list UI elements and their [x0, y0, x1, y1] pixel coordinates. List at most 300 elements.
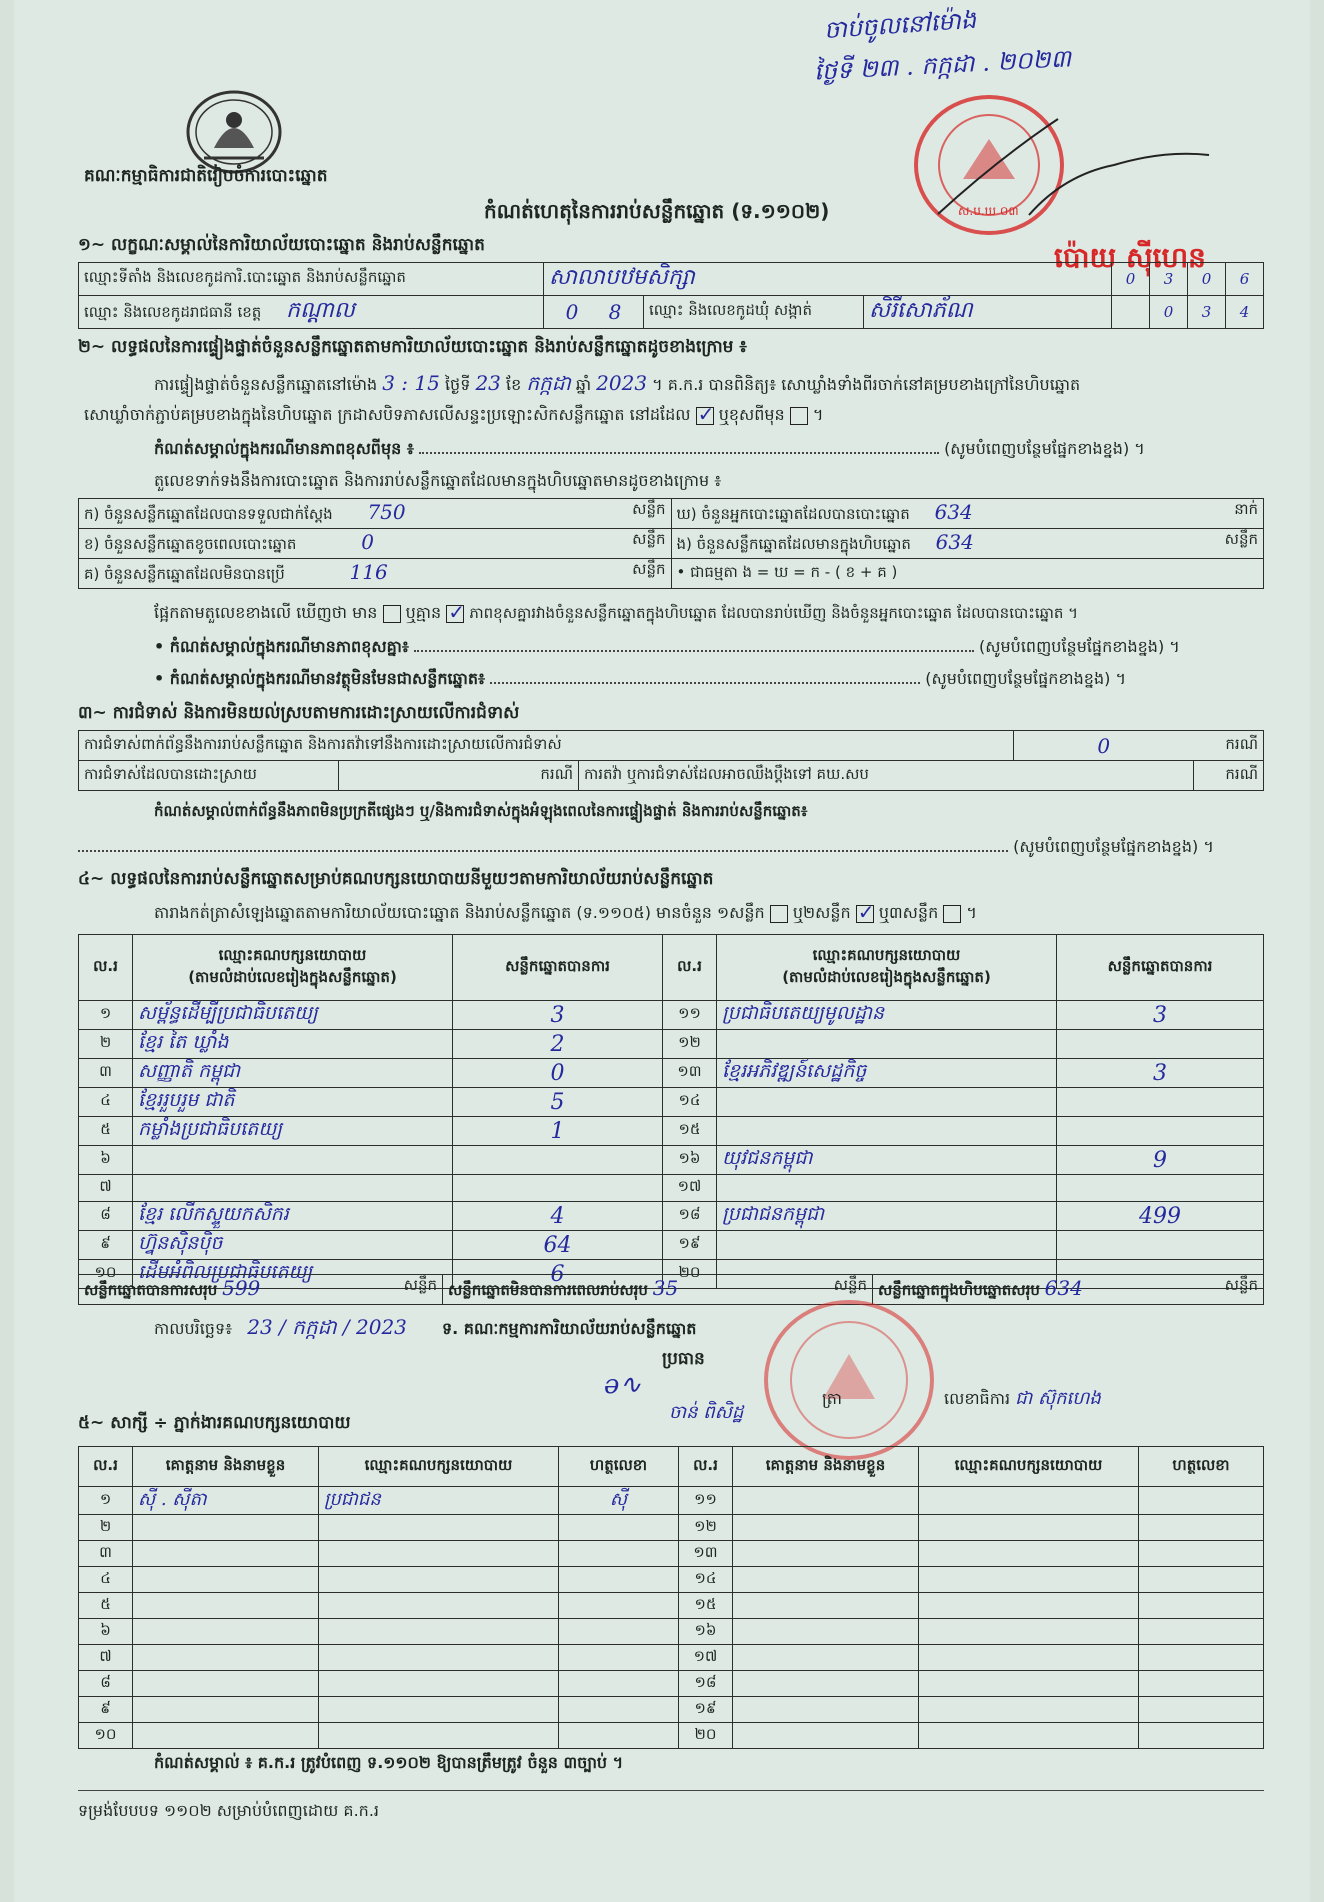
figures-table — [78, 498, 1264, 589]
party-name: ដើមអំពិលប្រជាធិបតេយ្យ — [133, 1260, 453, 1289]
row-number: ១១ — [663, 1001, 717, 1030]
col-no: ល.រ — [663, 935, 717, 1001]
emblem-icon — [184, 88, 284, 176]
verification-line — [154, 370, 1264, 400]
witness-party — [319, 1697, 559, 1723]
witness-name — [733, 1593, 919, 1619]
witness-party: ប្រជាជន — [319, 1487, 559, 1515]
witness-signature — [1139, 1515, 1264, 1541]
no-discrepancy-label: ឬគ្មាន — [405, 603, 442, 622]
formula: • ជាធម្មតា ង = ឃ = ក - ( ខ + គ ) — [671, 559, 1264, 589]
party-votes — [1057, 1175, 1264, 1202]
check-icon: ✓ — [448, 599, 466, 624]
witness-name — [133, 1515, 319, 1541]
figure-nga-value: 634 — [935, 530, 974, 554]
row-number: ៨ — [79, 1202, 133, 1231]
footer-text: ទម្រង់បែបបទ ១១០២ សម្រាប់បំពេញដោយ គ.ក.រ — [78, 1801, 379, 1820]
received-date-note: ថ្ងៃទី ២៣ . កក្កដា . ២០២៣ — [813, 44, 1072, 86]
bullet2-label: • កំណត់សម្គាល់ក្នុងករណីមានវត្ថុមិនមែនជាសន្លឹកឆ្នោត៖ — [154, 669, 486, 688]
col-party — [133, 935, 453, 1001]
section5-heading: ៥~ សាក្សី ÷ ភ្នាក់ងារគណបក្សនយោបាយ — [78, 1413, 351, 1433]
row-number: ១៣ — [663, 1059, 717, 1088]
figure-nga — [671, 529, 1264, 559]
party-name — [717, 1088, 1057, 1117]
results-row — [79, 1059, 1264, 1088]
figure-g-value: 116 — [349, 560, 388, 584]
party-name: ប្រជាជនកម្ពុជា — [717, 1202, 1057, 1231]
unchanged-checkbox[interactable] — [696, 401, 715, 426]
objections-table — [78, 730, 1264, 791]
witness-signature — [559, 1515, 679, 1541]
bullet2-field[interactable] — [490, 682, 920, 684]
witness-signature — [1139, 1723, 1264, 1749]
col-party — [717, 935, 1057, 1001]
secretary-line — [944, 1386, 1101, 1413]
witness-signature — [1139, 1697, 1264, 1723]
witness-name — [733, 1487, 919, 1515]
has-discrepancy-checkbox[interactable] — [383, 605, 401, 623]
commune-code-digit: 3 — [1188, 296, 1226, 329]
witness-row — [79, 1723, 1264, 1749]
party-name: ខ្មែររួបរួម ជាតិ — [133, 1088, 453, 1117]
row-number: ១២ — [679, 1515, 733, 1541]
party-name — [133, 1146, 453, 1175]
row-number: ១១ — [679, 1487, 733, 1515]
verification-year-label: ឆ្នាំ — [575, 375, 592, 394]
party-name: យុវជនកម្ពុជា — [717, 1146, 1057, 1175]
total-invalid-label: សន្លឹកឆ្នោតមិនបានការពេលរាប់សរុប — [448, 1281, 648, 1299]
witness-name — [133, 1541, 319, 1567]
figure-nga-label: ង) ចំនួនសន្លឹកឆ្នោតដែលមានក្នុងហិបឆ្នោត — [676, 535, 911, 553]
figure-g-unit: សន្លឹក — [632, 560, 666, 578]
province-label: ឈ្មោះ និងលេខកូដរាជធានី ខេត្ត — [84, 303, 262, 321]
irregularity-fill: (សូមបំពេញបន្ថែមផ្នែកខាងខ្នង) ។ — [1013, 837, 1214, 856]
row-number: ១ — [79, 1001, 133, 1030]
figure-ng-unit: នាក់ — [1234, 500, 1258, 518]
party-votes: 3 — [1057, 1001, 1264, 1030]
total-box-value: 634 — [1044, 1276, 1083, 1300]
witness-row — [79, 1619, 1264, 1645]
witness-row — [79, 1487, 1264, 1515]
verification-month-label: ខែ — [505, 375, 522, 394]
verification-month: កក្កដា — [526, 371, 571, 395]
signature-mark — [1024, 145, 1214, 225]
witness-party — [319, 1567, 559, 1593]
witness-name — [133, 1593, 319, 1619]
figure-ng — [671, 499, 1264, 529]
results-row — [79, 1117, 1264, 1146]
results-row — [79, 1088, 1264, 1117]
row-number: ២០ — [663, 1260, 717, 1289]
witness-party — [919, 1671, 1139, 1697]
section4-heading: ៤~ លទ្ធផលនៃការរាប់សន្លឹកឆ្នោតសម្រាប់គណបក្សនយោបាយនីមួយៗតាមការិយាល័យរាប់សន្លឹកឆ្នោត — [78, 869, 714, 889]
witness-name — [133, 1619, 319, 1645]
party-votes — [1057, 1030, 1264, 1059]
province-cell — [79, 296, 544, 329]
witness-row — [79, 1697, 1264, 1723]
diff-note-fill: (សូមបំពេញបន្ថែមផ្នែកខាងខ្នង) ។ — [944, 439, 1145, 458]
document-title: កំណត់ហេតុនៃការរាប់សន្លឹកឆ្នោត (ទ.១១០២) — [484, 199, 830, 223]
party-votes: 2 — [453, 1030, 663, 1059]
section3-heading: ៣~ ការជំទាស់ និងការមិនយល់ស្របតាមការដោះស្រាយលើការជំទាស់ — [78, 703, 520, 723]
bullet-note-1 — [154, 636, 1264, 660]
verification-text: ការផ្ទៀងផ្ទាត់ចំនួនសន្លឹកឆ្នោតនៅម៉ោង — [154, 375, 378, 394]
witness-signature — [1139, 1593, 1264, 1619]
witness-signature — [559, 1567, 679, 1593]
location-code-digit: 6 — [1226, 263, 1264, 296]
verification-day-label: ថ្ងៃទី — [444, 375, 471, 394]
bullet2-fill: (សូមបំពេញបន្ថែមផ្នែកខាងខ្នង) ។ — [925, 669, 1126, 688]
witness-party — [919, 1515, 1139, 1541]
witness-signature — [1139, 1671, 1264, 1697]
col-party-title: ឈ្មោះគណបក្សនយោបាយ — [812, 945, 961, 964]
party-votes: 0 — [453, 1059, 663, 1088]
witness-name — [133, 1723, 319, 1749]
col-party-sub: (តាមលំដាប់លេខរៀងក្នុងសន្លឹកឆ្នោត) — [782, 967, 991, 986]
row-number: ១០ — [79, 1723, 133, 1749]
witness-signature — [1139, 1541, 1264, 1567]
seal-line: សោឃ្លាំចាក់ភ្ជាប់គម្របខាងក្នុងនៃហិបឆ្នោត ក្រដាសបិទភាសលើសន្ទះប្រឡោះសិកសន្លឹកឆ្នោត នៅដដែល ✓ ឬខុសពីមុន ។ — [84, 401, 824, 426]
witness-name — [733, 1567, 919, 1593]
w-col-name: គោត្តនាម និងនាមខ្លួន — [133, 1447, 319, 1487]
stamp-label: ត្រា — [822, 1389, 842, 1408]
row-number: ៩ — [79, 1231, 133, 1260]
document-sheet — [14, 0, 1310, 1902]
witness-signature — [1139, 1487, 1264, 1515]
witness-name — [733, 1671, 919, 1697]
bullet-note-2 — [154, 668, 1264, 692]
results-row — [79, 1175, 1264, 1202]
party-votes: 5 — [453, 1088, 663, 1117]
commune-code-empty — [1112, 296, 1150, 329]
three-sheets-checkbox[interactable] — [943, 905, 961, 923]
w-col-name: គោត្តនាម និងនាមខ្លួន — [733, 1447, 919, 1487]
row-number: ១០ — [79, 1260, 133, 1289]
total-valid-unit: សន្លឹក — [403, 1276, 437, 1294]
total-valid-label: សន្លឹកឆ្នោតបានការសរុប — [84, 1281, 218, 1299]
w-col-no: ល.រ — [679, 1447, 733, 1487]
verification-year: 2023 — [596, 371, 648, 395]
irregularity-note: កំណត់សម្គាល់ពាក់ព័ន្ធនឹងភាពមិនប្រក្រតីផ្សេងៗ ឬ/និងការជំទាស់ក្នុងអំឡុងពេលនៃការផ្ទៀងផ្ទាត់ និងការរាប់សន្លឹកឆ្នោត៖ — [154, 802, 808, 820]
figure-g — [79, 559, 672, 589]
appeal-label: ការតវ៉ា ឬការជំទាស់ដែលអាចឈឹងប្តឹងទៅ គឃ.សប — [579, 761, 1194, 791]
bullet1-fill: (សូមបំពេញបន្ថែមផ្នែកខាងខ្នង) ។ — [979, 637, 1180, 656]
province-code-digit: 8 — [608, 300, 622, 324]
col-party-title: ឈ្មោះគណបក្សនយោបាយ — [218, 945, 367, 964]
figure-k-unit: សន្លឹក — [632, 500, 666, 518]
figure-k-value: 750 — [367, 500, 406, 524]
row-number: ១៤ — [679, 1567, 733, 1593]
col-no: ល.រ — [79, 935, 133, 1001]
witness-name — [133, 1671, 319, 1697]
row-number: ៤ — [79, 1088, 133, 1117]
w-col-no: ល.រ — [79, 1447, 133, 1487]
discrepancy-line — [154, 599, 1079, 626]
objections-unit: ករណី — [1194, 731, 1264, 761]
party-name: ខ្មែរ តៃ ឃ្លាំង — [133, 1030, 453, 1059]
party-votes: 64 — [453, 1231, 663, 1260]
row-number: ៧ — [79, 1645, 133, 1671]
president-name: ចាន់ ពិសិដ្ឋ — [669, 1402, 744, 1423]
diff-note-label: កំណត់សម្គាល់ក្នុងករណីមានភាពខុសពីមុន ៖ — [154, 439, 414, 458]
party-votes: 1 — [453, 1117, 663, 1146]
total-valid — [79, 1275, 443, 1305]
witness-party — [919, 1645, 1139, 1671]
total-box — [873, 1275, 1264, 1305]
tally-intro: តារាងកត់ត្រាសំឡេងឆ្នោតតាមការិយាល័យបោះឆ្នោត និងរាប់សន្លឹកឆ្នោត (ទ.១១០៥) មានចំនួន ១សន្លឹក — [154, 903, 765, 922]
col-party-sub: (តាមលំដាប់លេខរៀងក្នុងសន្លឹកឆ្នោត) — [188, 967, 397, 986]
witness-party — [919, 1723, 1139, 1749]
province-code-digit: 0 — [565, 300, 579, 324]
committee-stamp — [764, 1300, 934, 1460]
witness-party — [919, 1619, 1139, 1645]
party-votes: 4 — [453, 1202, 663, 1231]
party-name: ហ្វ៊ុនស៊ិនប៉ិច — [133, 1231, 453, 1260]
verification-day: 23 — [475, 371, 501, 395]
party-name: ប្រជាធិបតេយ្យមូលដ្ឋាន — [717, 1001, 1057, 1030]
witness-party — [319, 1541, 559, 1567]
province-value: កណ្តាល — [286, 298, 355, 323]
diff-note-line — [154, 438, 1264, 462]
received-time-note: ចាប់ចូលនៅម៉ោង — [823, 5, 977, 45]
changed-label: ឬខុសពីមុន — [718, 405, 785, 424]
party-name: ខ្មែរ លើកស្ទួយកសិករ — [133, 1202, 453, 1231]
row-number: ១៧ — [663, 1175, 717, 1202]
total-box-label: សន្លឹកឆ្នោតក្នុងហិបឆ្នោតសរុប — [878, 1281, 1040, 1299]
row-number: ១៩ — [679, 1697, 733, 1723]
final-note: កំណត់សម្គាល់ ៖ គ.ក.រ ត្រូវបំពេញ ទ.១១០២ ឱ្យបានត្រឹមត្រូវ ចំនួន ៣ច្បាប់ ។ — [154, 1753, 624, 1772]
figure-nga-unit: សន្លឹក — [1224, 530, 1258, 548]
row-number: ៥ — [79, 1117, 133, 1146]
date-value: 23 / កក្កដា / 2023 — [247, 1315, 407, 1339]
witness-row — [79, 1515, 1264, 1541]
row-number: ៣ — [79, 1541, 133, 1567]
row-number: ១២ — [663, 1030, 717, 1059]
committee-label: ទ. គណៈកម្មការការិយាល័យរាប់សន្លឹកឆ្នោត — [442, 1319, 697, 1338]
witness-signature: ស៊ី — [559, 1487, 679, 1515]
witness-signature — [559, 1541, 679, 1567]
commune-code-digit: 0 — [1150, 296, 1188, 329]
totals-table — [78, 1274, 1264, 1305]
witness-party — [919, 1541, 1139, 1567]
row-number: ២ — [79, 1030, 133, 1059]
party-votes: 3 — [453, 1001, 663, 1030]
witness-signature — [1139, 1619, 1264, 1645]
row-number: ៦ — [79, 1619, 133, 1645]
party-votes: 3 — [1057, 1059, 1264, 1088]
results-row — [79, 1202, 1264, 1231]
president-label: ប្រធាន — [662, 1349, 705, 1369]
row-number: ១៦ — [679, 1619, 733, 1645]
witness-name — [733, 1619, 919, 1645]
figures-intro: តួលេខទាក់ទងនឹងការបោះឆ្នោត និងការរាប់សន្លឹកឆ្នោតដែលមានក្នុងហិបឆ្នោតមានដូចខាងក្រោម ៖ — [154, 471, 722, 490]
figure-g-label: គ) ចំនួនសន្លឹកឆ្នោតដែលមិនបានប្រើ — [84, 565, 285, 583]
figure-kh-value: 0 — [361, 530, 374, 554]
witness-row — [79, 1567, 1264, 1593]
party-votes — [1057, 1088, 1264, 1117]
seal-text: សោឃ្លាំចាក់ភ្ជាប់គម្របខាងក្នុងនៃហិបឆ្នោត ក្រដាសបិទភាសលើសន្ទះប្រឡោះសិកសន្លឹកឆ្នោត នៅដដែល — [84, 405, 691, 424]
row-number: ៥ — [79, 1593, 133, 1619]
party-name — [717, 1175, 1057, 1202]
figure-ng-label: ឃ) ចំនួនអ្នកបោះឆ្នោតដែលបានបោះឆ្នោត — [676, 505, 910, 523]
witness-row — [79, 1541, 1264, 1567]
row-number: ១៣ — [679, 1541, 733, 1567]
row-number: ៧ — [79, 1175, 133, 1202]
col-votes: សន្លឹកឆ្នោតបានការ — [1057, 935, 1264, 1001]
secretary-label: លេខាធិការ — [944, 1389, 1011, 1408]
total-invalid — [443, 1275, 873, 1305]
party-name: សញ្ញាតិ កម្ពុជា — [133, 1059, 453, 1088]
row-number: ៣ — [79, 1059, 133, 1088]
witness-signature — [559, 1723, 679, 1749]
w-col-party: ឈ្មោះគណបក្សនយោបាយ — [319, 1447, 559, 1487]
tally-sheet-line: តារាងកត់ត្រាសំឡេងឆ្នោតតាមការិយាល័យបោះឆ្នោត និងរាប់សន្លឹកឆ្នោត (ទ.១១០៥) មានចំនួន ១សន្លឹក ឬ២សន្លឹក ✓ ឬ៣សន្លឹក ។ — [154, 899, 977, 924]
col-votes: សន្លឹកឆ្នោតបានការ — [453, 935, 663, 1001]
party-votes: 6 — [453, 1260, 663, 1289]
party-votes: 9 — [1057, 1146, 1264, 1175]
row-number: ១៤ — [663, 1088, 717, 1117]
diff-note-field[interactable] — [419, 452, 939, 454]
discrepancy-desc: ភាពខុសគ្នារវាងចំនួនសន្លឹកឆ្នោតក្នុងហិបឆ្នោត ដែលបានរាប់ឃើញ និងចំនួនអ្នកបោះឆ្នោត ដែលបានបោះឆ្នោត ។ — [469, 604, 1079, 622]
witness-party — [319, 1515, 559, 1541]
witness-party — [319, 1671, 559, 1697]
province-code-digits — [544, 296, 644, 329]
witness-signature — [559, 1593, 679, 1619]
two-sheets-checkbox[interactable] — [856, 899, 875, 924]
location-value: សាលាបឋមសិក្សា — [544, 263, 1112, 296]
witness-row — [79, 1671, 1264, 1697]
bullet1-label: • កំណត់សម្គាល់ក្នុងករណីមានភាពខុសគ្នា៖ — [154, 637, 409, 656]
witness-name — [733, 1541, 919, 1567]
party-name — [717, 1117, 1057, 1146]
results-row — [79, 1030, 1264, 1059]
results-row — [79, 1146, 1264, 1175]
witness-name: ស៊ី . ស៊ីតា — [133, 1487, 319, 1515]
witness-party — [919, 1567, 1139, 1593]
witness-name — [733, 1515, 919, 1541]
w-col-party: ឈ្មោះគណបក្សនយោបាយ — [919, 1447, 1139, 1487]
row-number: ១ — [79, 1487, 133, 1515]
row-number: ១៨ — [679, 1671, 733, 1697]
witness-party — [319, 1645, 559, 1671]
row-number: ២ — [79, 1515, 133, 1541]
party-votes — [453, 1175, 663, 1202]
party-name — [717, 1231, 1057, 1260]
discrepancy-text: ផ្អែកតាមតួលេខខាងលើ ឃើញថា មាន — [154, 603, 378, 622]
witness-signature — [559, 1697, 679, 1723]
party-votes — [1057, 1231, 1264, 1260]
total-invalid-unit: សន្លឹក — [833, 1276, 867, 1294]
one-sheet-checkbox[interactable] — [770, 905, 788, 923]
row-number: ២០ — [679, 1723, 733, 1749]
resolved-unit: ករណី — [339, 761, 579, 791]
commune-label: ឈ្មោះ និងលេខកូដឃុំ សង្កាត់ — [644, 296, 864, 329]
no-discrepancy-checkbox[interactable] — [446, 599, 466, 624]
section1-table — [78, 262, 1264, 329]
witness-name — [133, 1567, 319, 1593]
party-name: កម្លាំងប្រជាធិបតេយ្យ — [133, 1117, 453, 1146]
witness-signature — [559, 1619, 679, 1645]
total-box-unit: សន្លឹក — [1224, 1276, 1258, 1294]
party-name: ខ្មែរអភិវឌ្ឍន៍សេដ្ឋកិច្ច — [717, 1059, 1057, 1088]
witness-signature — [1139, 1645, 1264, 1671]
witness-party — [919, 1487, 1139, 1515]
witness-table — [78, 1446, 1264, 1749]
witness-row — [79, 1645, 1264, 1671]
irregularity-line — [78, 836, 1264, 860]
witness-signature — [559, 1645, 679, 1671]
bullet1-field[interactable] — [414, 650, 974, 652]
check-icon: ✓ — [857, 899, 875, 924]
figure-kh-label: ខ) ចំនួនសន្លឹកឆ្នោតខូចពេលបោះឆ្នោត — [84, 535, 297, 553]
row-number: ១៧ — [679, 1645, 733, 1671]
party-votes — [453, 1146, 663, 1175]
witness-name — [733, 1645, 919, 1671]
witness-party — [319, 1593, 559, 1619]
witness-signature — [559, 1671, 679, 1697]
witness-party — [319, 1619, 559, 1645]
figure-kh — [79, 529, 672, 559]
figure-kh-unit: សន្លឹក — [632, 530, 666, 548]
commission-name: គណៈកម្មាធិការជាតិរៀបចំការបោះឆ្នោត — [84, 166, 328, 186]
party-votes — [1057, 1117, 1264, 1146]
footer-divider — [78, 1790, 1264, 1791]
witness-party — [919, 1697, 1139, 1723]
changed-checkbox[interactable] — [790, 407, 808, 425]
row-number: ៩ — [79, 1697, 133, 1723]
witness-name — [733, 1723, 919, 1749]
figure-k-label: ក) ចំនួនសន្លឹកឆ្នោតដែលបានទទួលជាក់ស្តែង — [84, 505, 333, 523]
witness-party — [919, 1593, 1139, 1619]
verification-time: 3 : 15 — [382, 371, 440, 395]
row-number: ១៥ — [679, 1593, 733, 1619]
row-number: ៦ — [79, 1146, 133, 1175]
appeal-unit: ករណី — [1194, 761, 1264, 791]
witness-name — [733, 1697, 919, 1723]
objections-label: ការជំទាស់ពាក់ព័ន្ធនឹងការរាប់សន្លឹកឆ្នោត និងការតវ៉ាទៅនឹងការដោះស្រាយលើការជំទាស់ — [79, 731, 1014, 761]
commune-value: សិរីសោភ័ណ — [864, 296, 1112, 329]
w-col-sign: ហត្ថលេខា — [559, 1447, 679, 1487]
location-code-digit: 3 — [1150, 263, 1188, 296]
date-label: កាលបរិច្ឆេទ៖ — [154, 1319, 233, 1338]
witness-name — [133, 1645, 319, 1671]
irregularity-field[interactable] — [78, 850, 1008, 852]
verification-note: ។ គ.ក.រ បានពិនិត្យ៖ សោឃ្លាំងទាំងពីរចាក់នៅគម្របខាងក្រៅនៃហិបឆ្នោត — [652, 375, 1081, 394]
witness-name — [133, 1697, 319, 1723]
figure-ng-value: 634 — [934, 500, 973, 524]
row-number: ១៨ — [663, 1202, 717, 1231]
check-icon: ✓ — [697, 401, 715, 426]
date-line — [154, 1314, 696, 1344]
row-number: ១៦ — [663, 1146, 717, 1175]
total-valid-value: 599 — [222, 1276, 261, 1300]
row-number: ៨ — [79, 1671, 133, 1697]
witness-row — [79, 1593, 1264, 1619]
row-number: ៤ — [79, 1567, 133, 1593]
party-name — [133, 1175, 453, 1202]
total-invalid-value: 35 — [652, 1276, 679, 1300]
results-row — [79, 1231, 1264, 1260]
row-number: ១៥ — [663, 1117, 717, 1146]
party-name — [717, 1030, 1057, 1059]
section1-heading: ១~ លក្ខណៈសម្គាល់នៃការិយាល័យបោះឆ្នោត និងរាប់សន្លឹកឆ្នោត — [78, 235, 485, 255]
figure-k — [79, 499, 672, 529]
section2-heading: ២~ លទ្ធផលនៃការផ្ទៀងផ្ទាត់ចំនួនសន្លឹកឆ្នោតតាមការិយាល័យបោះឆ្នោត និងរាប់សន្លឹកឆ្នោតដូចខាងក្រោម ៖ — [78, 337, 747, 357]
stamp-text: ស.ប.ឃ ០៣ — [958, 204, 1019, 218]
resolved-label: ការជំទាស់ដែលបានដោះស្រាយ — [79, 761, 339, 791]
results-table — [78, 934, 1264, 1289]
witness-party — [319, 1723, 559, 1749]
